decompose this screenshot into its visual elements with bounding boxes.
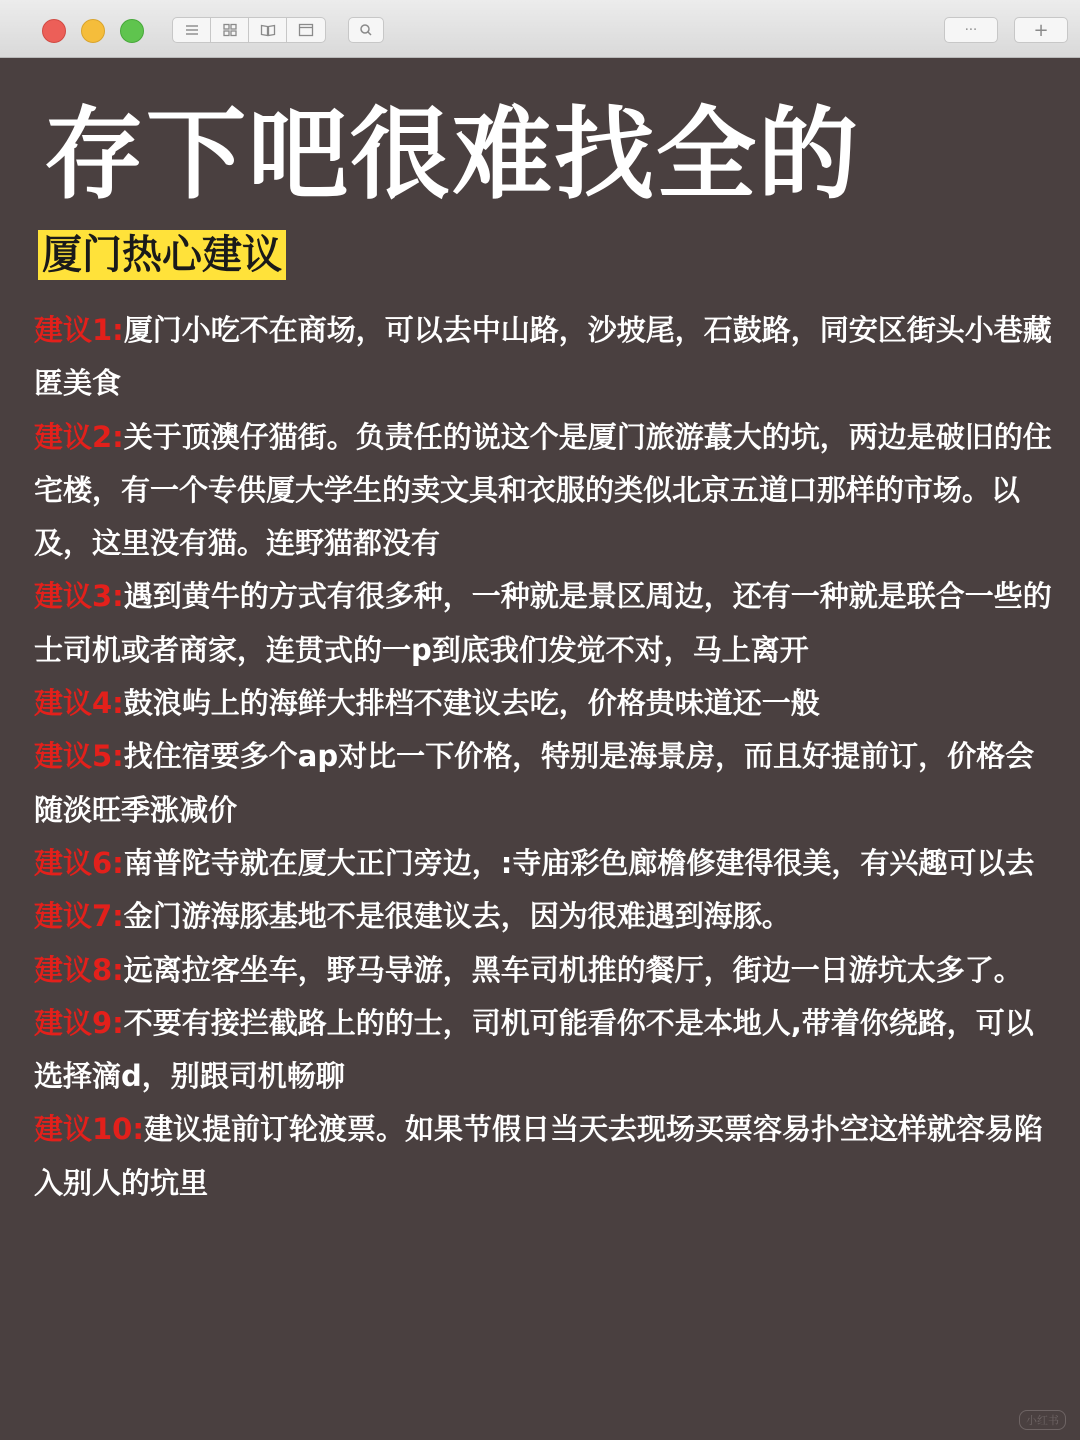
list-view-icon — [184, 23, 200, 37]
tip-label: 建议5: — [34, 739, 124, 774]
tip-text: 厦门小吃不在商场，可以去中山路，沙坡尾，石鼓路，同安区街头小巷藏匿美食 — [34, 313, 1052, 401]
tip-item-1 — [34, 304, 1060, 411]
tip-label: 建议1: — [34, 313, 124, 347]
grid-view-button[interactable] — [211, 18, 249, 42]
tip-item-10 — [34, 1103, 1060, 1210]
more-icon: ··· — [964, 22, 978, 38]
minimize-window-button[interactable] — [81, 19, 105, 43]
tips-list — [34, 304, 1060, 1210]
tip-text: 找住宿要多个ap对比一下价格，特别是海景房，而且好提前订，价格会随淡旺季涨减价 — [34, 739, 1035, 827]
tip-item-7 — [34, 890, 1060, 943]
tip-text: 不要有接拦截路上的的士，司机可能看你不是本地人,带着你绕路，可以选择滴d，别跟司机畅聊 — [34, 1005, 1034, 1094]
search-button[interactable] — [348, 17, 384, 43]
zoom-window-button[interactable] — [120, 19, 144, 43]
tip-label: 建议10: — [34, 1112, 144, 1147]
tip-item-2 — [34, 411, 1060, 571]
add-tab-button[interactable] — [1014, 17, 1068, 43]
tip-text: 建议提前订轮渡票。如果节假日当天去现场买票容易扑空这样就容易陷入别人的坑里 — [34, 1112, 1043, 1200]
tip-label: 建议9: — [34, 1005, 124, 1040]
tip-text: 鼓浪屿上的海鲜大排档不建议去吃，价格贵味道还一般 — [123, 686, 820, 721]
section-heading: 厦门热心建议 — [38, 230, 286, 280]
tip-item-9 — [34, 997, 1060, 1104]
tip-label: 建议8: — [34, 952, 124, 987]
tip-label: 建议3: — [34, 579, 124, 614]
tip-label: 建议4: — [34, 686, 124, 721]
tip-label: 建议7: — [34, 899, 124, 934]
tip-item-3 — [34, 570, 1060, 677]
tip-item-4 — [34, 677, 1060, 730]
plus-icon: + — [1033, 19, 1049, 41]
book-view-button[interactable] — [249, 18, 287, 42]
grid-view-icon — [222, 23, 238, 37]
tip-text: 遇到黄牛的方式有很多种，一种就是景区周边，还有一种就是联合一些的士司机或者商家，连贯式的一p到底我们发觉不对，马上离开 — [34, 579, 1052, 667]
tip-item-8 — [34, 944, 1060, 997]
tip-item-6 — [34, 837, 1060, 890]
search-icon — [358, 23, 374, 37]
close-window-button[interactable] — [42, 19, 66, 43]
book-view-icon — [260, 23, 276, 37]
more-button[interactable] — [944, 17, 998, 43]
view-mode-toolbar — [172, 17, 326, 43]
tip-label: 建议2: — [34, 419, 124, 454]
window-view-icon — [298, 23, 314, 37]
page-content — [0, 58, 1080, 1440]
tip-label: 建议6: — [34, 845, 124, 880]
list-view-button[interactable] — [173, 18, 211, 42]
tip-text: 金门游海豚基地不是很建议去，因为很难遇到海豚。 — [123, 899, 791, 934]
window-titlebar — [0, 0, 1080, 58]
tip-text: 南普陀寺就在厦大正门旁边，:寺庙彩色廊檐修建得很美，有兴趣可以去 — [123, 845, 1035, 880]
tip-item-5 — [34, 730, 1060, 837]
tip-text: 远离拉客坐车，野马导游，黑车司机推的餐厅，街边一日游坑太多了。 — [123, 952, 1023, 987]
watermark-logo: 小红书 — [1019, 1410, 1066, 1430]
window-view-button[interactable] — [287, 18, 325, 42]
tip-text: 关于顶澳仔猫街。负责任的说这个是厦门旅游蕞大的坑，两边是破旧的住宅楼，有一个专供厦大学生的卖文具和衣服的类似北京五道口那样的市场。以及，这里没有猫。连野猫都没有 — [34, 419, 1052, 561]
page-title: 存下吧很难找全的 — [44, 96, 860, 213]
